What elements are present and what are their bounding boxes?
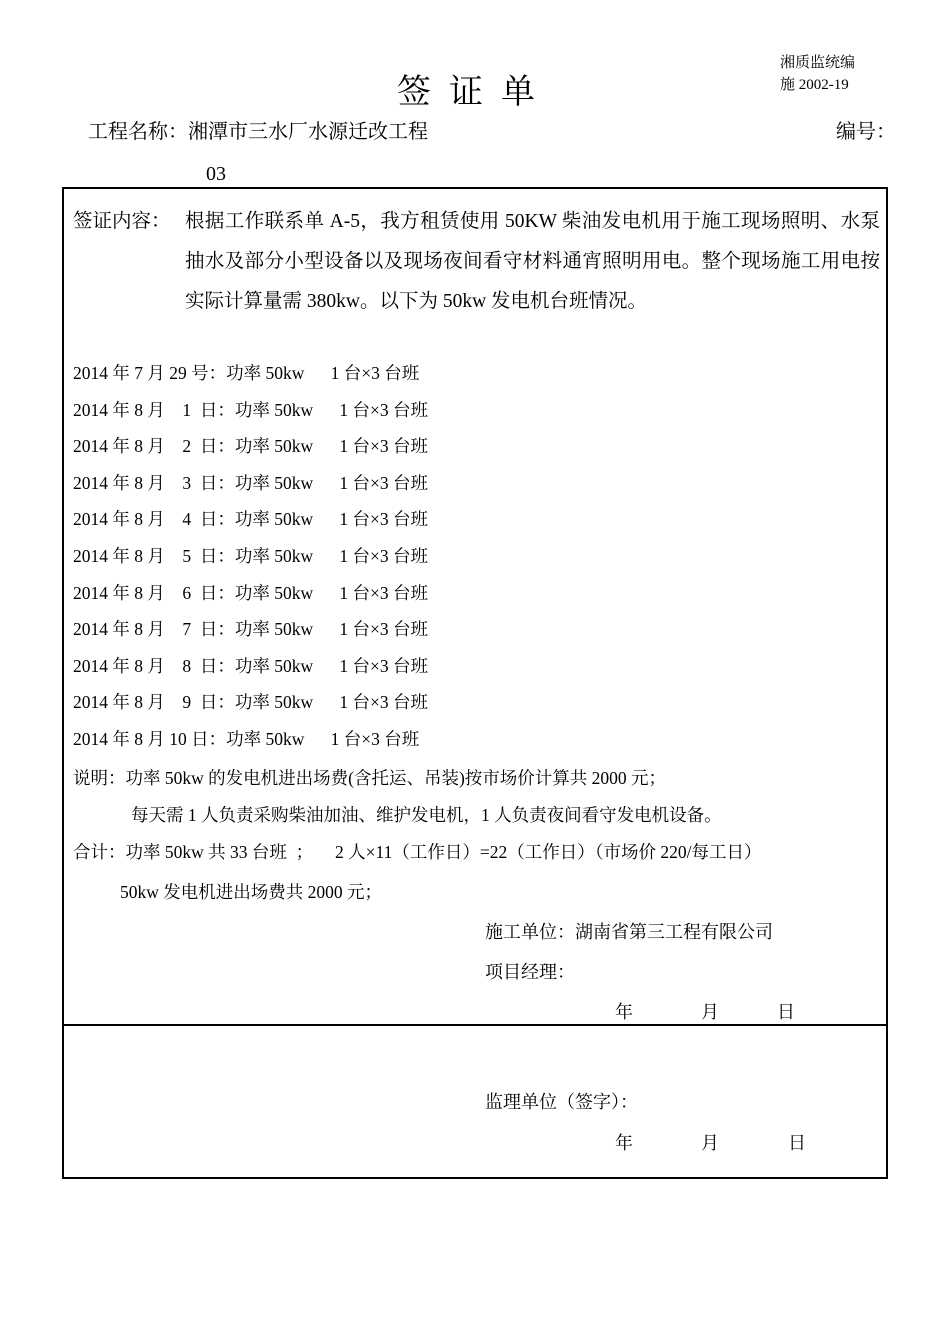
section-divider [64,1024,886,1026]
form-code-line2: 施 2002-19 [780,77,849,93]
shift-row: 2014 年 8 月 4 日：功率 50kw 1 台×3 台班 [73,509,429,530]
total-line-1: 合计：功率 50kw 共 33 台班 ； 2 人×11（工作日）=22（工作日）（市场价 220/每工日） [73,842,762,862]
contractor-unit: 施工单位：湖南省第三工程有限公司 [485,922,773,942]
shift-row: 2014 年 8 月 10 日：功率 50kw 1 台×3 台班 [73,728,420,749]
shift-row: 2014 年 8 月 5 日：功率 50kw 1 台×3 台班 [73,545,429,566]
shift-row: 2014 年 8 月 3 日：功率 50kw 1 台×3 台班 [73,472,429,493]
shift-date-list [73,355,428,758]
supervision-signature-field: 监理单位（签字）： [485,1092,638,1112]
page-title: 签证单 [397,72,553,112]
total-line-2: 50kw 发电机进出场费共 2000 元； [120,882,383,902]
content-text: 根据工作联系单 A-5，我方租赁使用 50KW 柴油发电机用于施工现场照明、水泵抽水及部分小型设备以及现场夜间看守材料通宵照明用电。整个现场施工用电按实际计算量需 380kw。以下为 50kw 发电机台班情况。 [185,211,880,312]
shift-row: 2014 年 7 月 29 号：功率 50kw 1 台×3 台班 [73,363,420,383]
form-code-line1: 湘质监统编 [780,55,856,71]
sign-date-day: 日 [777,1002,795,1022]
shift-row: 2014 年 8 月 8 日：功率 50kw 1 台×3 台班 [73,655,429,676]
shift-row: 2014 年 8 月 6 日：功率 50kw 1 台×3 台班 [73,582,429,603]
note-line-1: 说明：功率 50kw 的发电机进出场费(含托运、吊装)按市场价计算共 2000 元； [73,768,667,788]
note-line-2: 每天需 1 人负责采购柴油加油、维护发电机，1 人负责夜间看守发电机设备。 [131,805,722,825]
supervision-date-year: 年 [615,1133,633,1153]
visa-form-box [62,187,888,1179]
number-label: 编号： [836,121,896,143]
project-name: 工程名称：湘潭市三水厂水源迁改工程 [88,121,428,143]
number-value: 03 [206,163,226,185]
supervision-date-month: 月 [701,1133,719,1153]
content-label: 签证内容： [73,211,171,232]
sign-date-year: 年 [615,1002,633,1022]
shift-row: 2014 年 8 月 2 日：功率 50kw 1 台×3 台班 [73,436,429,457]
shift-row: 2014 年 8 月 7 日：功率 50kw 1 台×3 台班 [73,619,429,640]
project-manager-field: 项目经理： [485,962,575,982]
shift-row: 2014 年 8 月 1 日：功率 50kw 1 台×3 台班 [73,399,429,420]
shift-row: 2014 年 8 月 9 日：功率 50kw 1 台×3 台班 [73,692,429,713]
supervision-date-day: 日 [788,1133,806,1153]
sign-date-month: 月 [701,1002,719,1022]
